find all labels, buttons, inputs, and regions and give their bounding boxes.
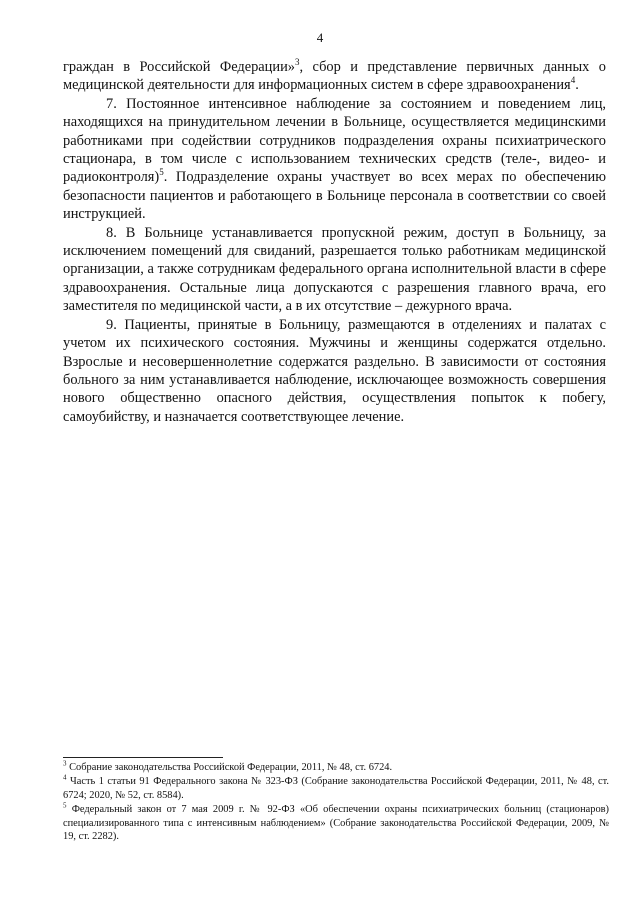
paragraph-8: 8. В Больнице устанавливается пропускной режим, доступ в Больницу, за исключением помещений для свиданий, разрешается только работникам медицинской организации, а также сотрудникам федерального органа исполнительной власти в сфере здравоохранения. Остальные лица допускаются с разрешения главного врача, его заместителя по медицинской части, а в их отсутствие – дежурного врача. [63,224,606,315]
footnote-separator [63,757,223,758]
footnote-text: Собрание законодательства Российской Федерации, 2011, № 48, ст. 6724. [66,762,393,773]
footnote-ref[interactable]: 5 [159,167,164,178]
footnote-3 [63,761,609,774]
paragraph-continuation [63,58,606,95]
footnote-mark: 5 [63,801,67,810]
footnote-mark: 4 [63,773,67,782]
footnote-text: Федеральный закон от 7 мая 2009 г. № 92-ФЗ «Об обеспечении охраны психиатрических больниц (стационаров) специализированного типа с интенсивным наблюдением» (Собрание законодательства Российской Федерации, 2009, № 19, ст. 2282). [63,804,609,843]
footnote-mark: 3 [63,759,67,768]
body-text [63,58,606,426]
paragraph-7 [63,95,606,224]
footnote-ref[interactable]: 4 [570,75,576,86]
paragraph-text: . [575,77,579,94]
footnote-4 [63,775,609,802]
paragraph-text: 7. Постоянное интенсивное наблюдение за состоянием и поведением лиц, находящихся на принудительном лечении в Больнице, осуществляется медицинскими работниками при содействии сотрудников подразделения охраны психиатрического стационара, в том числе с использованием технических средств (теле-, видео- и радиоконтроля) [63,95,606,186]
paragraph-text: граждан в Российской Федерации» [63,59,295,75]
paragraph-9: 9. Пациенты, принятые в Больницу, размещаются в отделениях и палатах с учетом их психического состояния. Мужчины и женщины содержатся отдельно. Взрослые и несовершеннолетние содержатся раздельно. В зависимости от состояния больного за ним устанавливается наблюдение, исключающее возможность совершения нового общественно опасного действия, осуществления попыток к побегу, самоубийству, и назначается соответствующее лечение. [63,316,606,425]
paragraph-text: . Подразделение охраны участвует во всех мерах по обеспечению безопасности пациентов и работающего в Больнице персонала в соответствии со своей инструкцией. [63,169,606,223]
footnote-ref[interactable]: 3 [294,57,300,68]
paragraph-text: , сбор и представление первичных данных о медицинской деятельности для информационных систем в сфере здравоохранения [63,59,606,94]
page-number: 4 [316,30,324,45]
footnote-text: Часть 1 статьи 91 Федерального закона № 323-ФЗ (Собрание законодательства Российской Федерации, 2011, № 48, ст. 6724; 2020, № 52, ст. 8584). [63,776,609,801]
footnotes [63,761,609,844]
footnote-5 [63,803,609,843]
